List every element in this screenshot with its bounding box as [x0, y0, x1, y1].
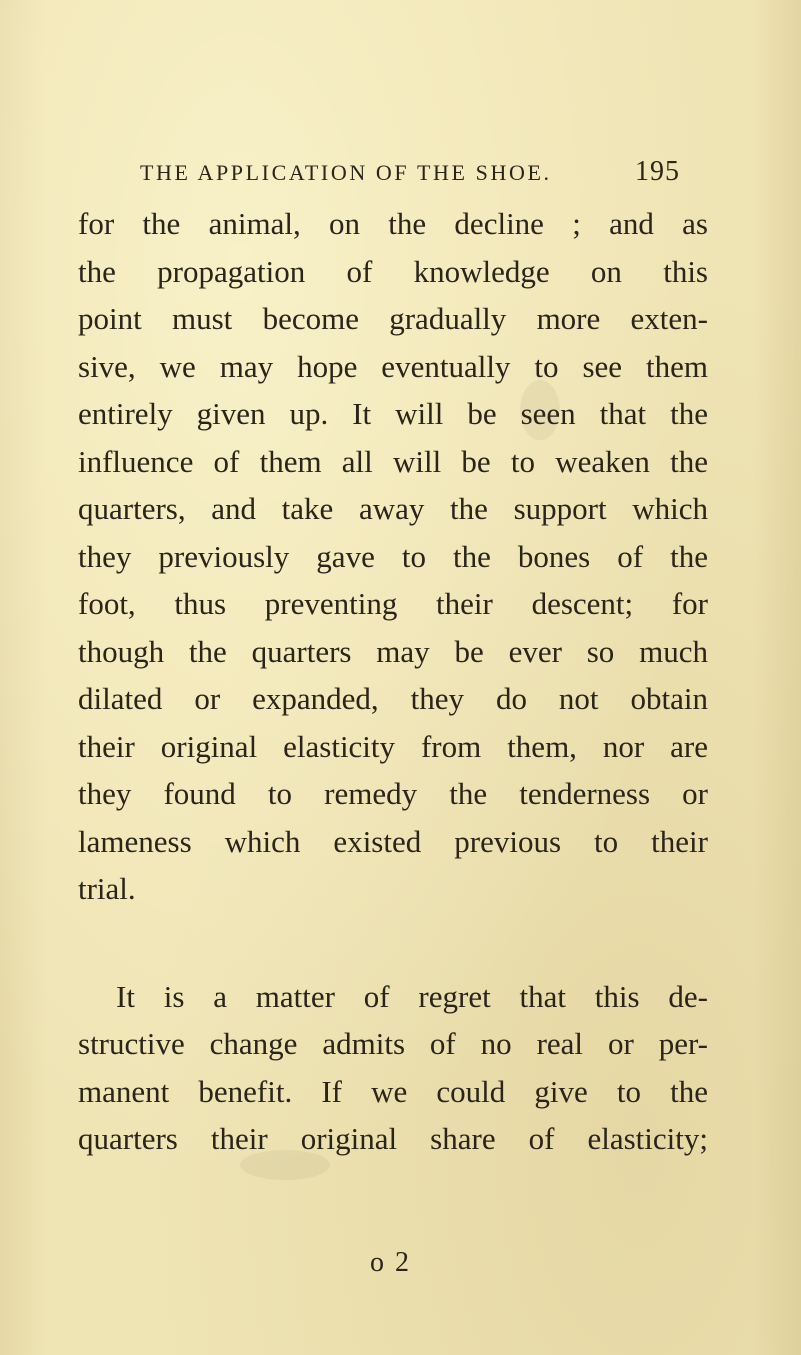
text-line: entirely given up. It will be seen that the — [78, 396, 708, 431]
text-line: lameness which existed previous to their — [78, 823, 708, 859]
text-line: quarters, and take away the support which — [78, 491, 708, 526]
text-line: structive change admits of no real or per- — [78, 1026, 708, 1061]
text-line: influence of them all will be to weaken the — [78, 443, 708, 479]
running-head — [140, 156, 680, 196]
paragraph — [78, 200, 708, 913]
text-line: they found to remedy the tenderness or — [78, 776, 708, 811]
page-number: 195 — [635, 156, 680, 187]
text-line: It is a matter of regret that this de- — [116, 978, 708, 1014]
text-line: dilated or expanded, they do not obtain — [78, 681, 708, 716]
text-line: trial. — [78, 871, 136, 906]
text-line: foot, thus preventing their descent; for — [78, 586, 708, 621]
text-line: for the animal, on the decline ; and as — [78, 206, 708, 241]
text-line: their original elasticity from them, nor are — [78, 728, 708, 764]
text-line: sive, we may hope eventually to see them — [78, 348, 708, 384]
running-head-title: THE APPLICATION OF THE SHOE. — [140, 160, 552, 185]
paragraph — [78, 973, 708, 1163]
text-line: they previously gave to the bones of the — [78, 538, 708, 574]
text-line: though the quarters may be ever so much — [78, 633, 708, 669]
body-text — [78, 200, 708, 1163]
text-line: quarters their original share of elasticity; — [78, 1121, 708, 1156]
signature-mark: o 2 — [370, 1247, 411, 1278]
paragraph-gap — [78, 913, 708, 973]
text-line: manent benefit. If we could give to the — [78, 1073, 708, 1109]
text-line: the propagation of knowledge on this — [78, 253, 708, 289]
text-line: point must become gradually more exten- — [78, 301, 708, 336]
